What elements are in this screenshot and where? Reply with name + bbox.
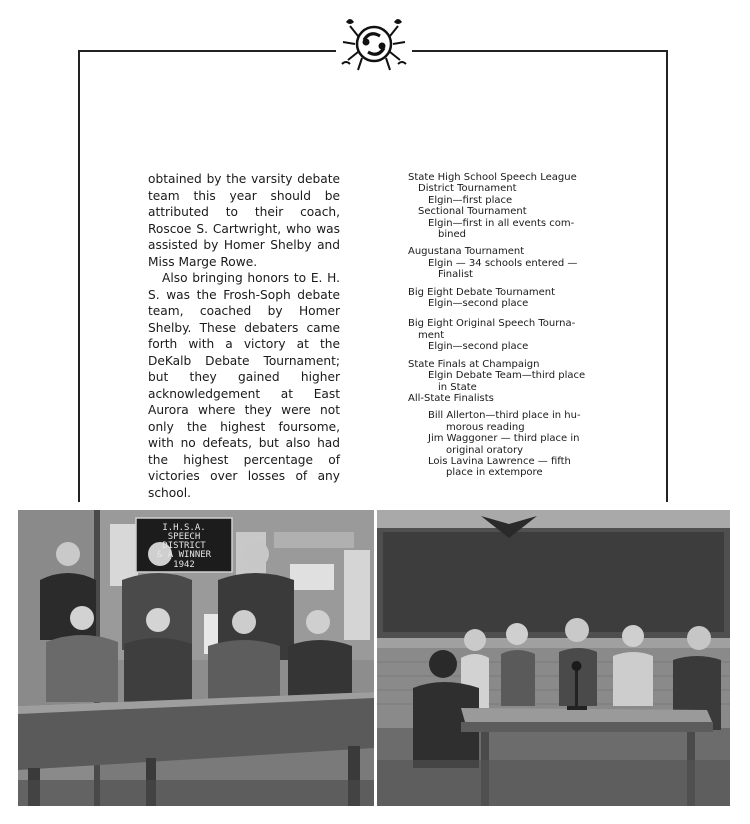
honors-line: place in extempore [446,467,543,479]
body-paragraph: obtained by the varsity debate team this year should be attributed to their coach, Roscoe S. Cartwright, who was assisted by Homer Shelby and Miss Marge Rowe. [148,172,340,269]
honors-line: ment [418,329,445,341]
honors-line: original oratory [446,444,523,456]
zodiac-crab-emblem-icon [336,14,412,74]
team-photo-right [377,510,730,806]
body-paragraph: Also bringing honors to E. H. S. was the Frosh-Soph debate team, coached by Homer Shelby. These debaters came forth with a victory at the DeKalb Debate Tournament; but they gained higher acknowledgement at East Aurora where they were not only the highest foursome, with no defeats, but also had the highest percentage of victories over losses of any school. [148,271,340,500]
honors-line: Sectional Tournament [418,206,527,218]
sign-line-4: & A WINNER [156,550,212,560]
honors-line: Bill Allerton—third place in hu- [428,410,581,422]
honors-line: Elgin Debate Team—third place [428,370,586,382]
honors-heading: Augustana Tournament [408,246,525,258]
honors-heading: State High School Speech League [408,172,577,183]
honors-heading: Big Eight Debate Tournament [408,286,556,298]
sign-line-2: SPEECH [167,532,201,542]
honors-line: in State [438,381,477,393]
honors-line: Elgin—first place [428,194,513,206]
honors-line: Lois Lavina Lawrence — fifth [428,455,571,467]
frame-left-rule [78,50,80,502]
honors-line: Elgin—first in all events com- [428,217,575,229]
honors-line: bined [438,229,466,241]
honors-line: Elgin — 34 schools entered — [428,257,578,269]
honors-heading: State Finals at Champaign [408,358,540,370]
frame-top-right-rule [412,50,668,52]
honors-line: Elgin—second place [428,298,529,310]
sign-line-1: I.H.S.A. [162,523,206,533]
honors-line: Elgin—second place [428,341,529,353]
sign-line-5: 1942 [173,560,195,570]
sign-line-3: DISTRICT [162,541,206,551]
body-text-column [148,171,340,501]
honors-line: District Tournament [418,183,517,195]
honors-heading: Big Eight Original Speech Tourna- [408,318,576,330]
honors-line: Jim Waggoner — third place in [428,433,580,445]
honors-line: Finalist [438,269,473,281]
honors-line: morous reading [446,421,525,433]
honors-heading: All-State Finalists [408,392,494,404]
frame-right-rule [666,50,668,502]
frame-top-left-rule [78,50,336,52]
honors-list [408,172,608,479]
team-photo-left [18,510,374,806]
